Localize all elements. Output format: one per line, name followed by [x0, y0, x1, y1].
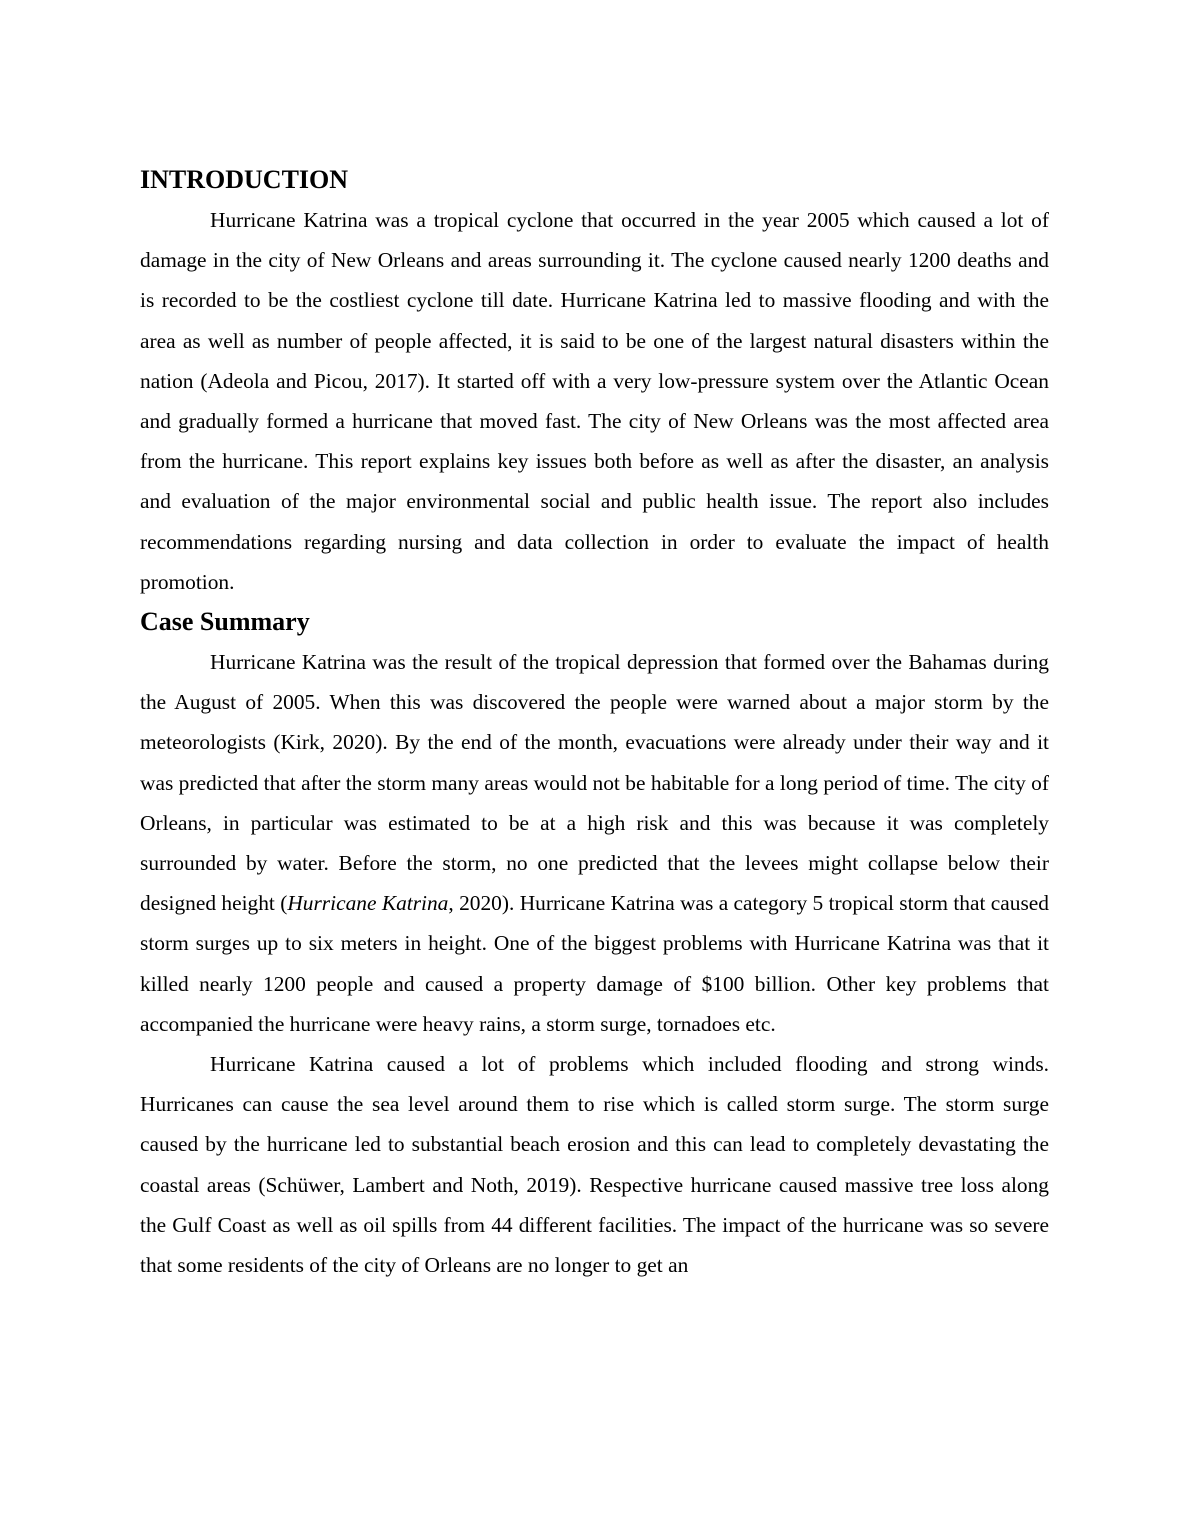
- paragraph-text-before-italic: Hurricane Katrina was the result of the tropical depression that formed over the Bahamas during the August of 2005. When this was discovered the people were warned about a major storm by the meteorologists (Kirk, 2020). By the end of the month, evacuations were already under their way and it was predicted that after the storm many areas would not be habitable for a long period of time. The city of Orleans, in particular was estimated to be at a high risk and this was because it was completely surrounded by water. Before the storm, no one predicted that the levees might collapse below their designed height (: [140, 650, 1049, 916]
- introduction-paragraph: Hurricane Katrina was a tropical cyclone that occurred in the year 2005 which caused a lot of damage in the city of New Orleans and areas surrounding it. The cyclone caused nearly 1200 deaths and is recorded to be the costliest cyclone till date. Hurricane Katrina led to massive flooding and with the area as well as number of people affected, it is said to be one of the largest natural disasters within the nation (Adeola and Picou, 2017). It started off with a very low-pressure system over the Atlantic Ocean and gradually formed a hurricane that moved fast. The city of New Orleans was the most affected area from the hurricane. This report explains key issues both before as well as after the disaster, an analysis and evaluation of the major environmental social and public health issue. The report also includes recommendations regarding nursing and data collection in order to evaluate the impact of health promotion.: [140, 208, 1049, 594]
- paragraph-text-after-italic: , 2020). Hurricane Katrina was a category 5 tropical storm that caused storm surges up to six meters in height. One of the biggest problems with Hurricane Katrina was that it killed nearly 1200 people and caused a property damage of $100 billion. Other key problems that accompanied the hurricane were heavy rains, a storm surge, tornadoes etc.: [140, 891, 1049, 1036]
- document-page: [140, 160, 1049, 1285]
- introduction-heading: INTRODUCTION: [140, 165, 349, 194]
- case-summary-paragraph-2: Hurricane Katrina caused a lot of problems which included flooding and strong winds. Hurricanes can cause the sea level around them to rise which is called storm surge. The storm surge caused by the hurricane led to substantial beach erosion and this can lead to completely devastating the coastal areas (Schüwer, Lambert and Noth, 2019). Respective hurricane caused massive tree loss along the Gulf Coast as well as oil spills from 44 different facilities. The impact of the hurricane was so severe that some residents of the city of Orleans are no longer to get an: [140, 1052, 1049, 1278]
- case-summary-heading: Case Summary: [140, 607, 310, 637]
- case-summary-paragraph-1: [140, 642, 1049, 1044]
- italic-citation-title: Hurricane Katrina: [287, 891, 449, 916]
